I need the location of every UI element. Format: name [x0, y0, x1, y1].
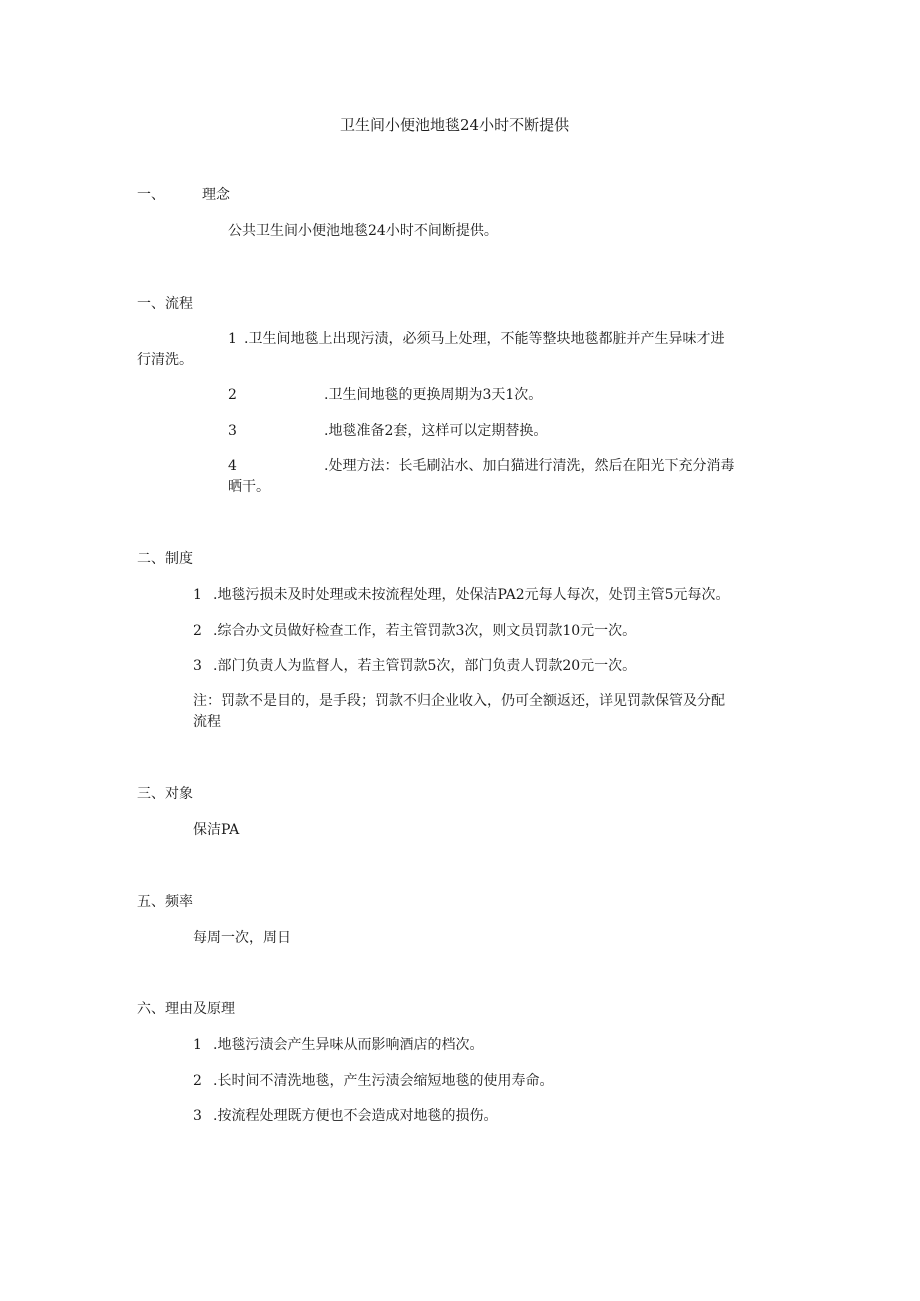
section-4-text: 保洁PA [193, 822, 240, 838]
section-1-heading: 理念 [202, 187, 230, 203]
document-title: 卫生间小便池地毯24小时不断提供 [340, 116, 570, 134]
section-6-heading: 六、理由及原理 [137, 1001, 235, 1017]
rule-note-line2: 流程 [193, 714, 221, 730]
process-item-4-line1: .处理方法：长毛刷沾水、加白猫进行清洗，然后在阳光下充分消毒 [324, 458, 735, 474]
section-1-number: 一、 [137, 187, 165, 203]
reason-item-2-text: .长时间不清洗地毯，产生污渍会缩短地毯的使用寿命。 [213, 1073, 554, 1089]
section-2-heading: 一、流程 [137, 296, 193, 312]
rule-item-3-number: 3 [193, 658, 202, 674]
section-5-heading: 五、频率 [137, 894, 193, 910]
rule-note-line1: 注：罚款不是目的，是手段；罚款不归企业收入，仍可全额返还，详见罚款保管及分配 [193, 693, 725, 709]
process-item-3-number: 3 [228, 423, 237, 439]
reason-item-3-number: 3 [193, 1108, 202, 1124]
section-1-text: 公共卫生间小便池地毯24小时不间断提供。 [228, 223, 498, 239]
section-3-heading: 二、制度 [137, 551, 193, 567]
rule-item-1-text: .地毯污损未及时处理或未按流程处理，处保洁PA2元每人每次，处罚主管5元每次。 [213, 587, 730, 603]
reason-item-1-text: .地毯污渍会产生异味从而影响酒店的档次。 [213, 1037, 484, 1053]
process-item-1-line1: .卫生间地毯上出现污渍，必须马上处理，不能等整块地毯都脏并产生异味才进 [244, 331, 725, 347]
rule-item-3-text: .部门负责人为监督人，若主管罚款5次，部门负责人罚款20元一次。 [213, 658, 637, 674]
section-4-heading: 三、对象 [137, 786, 193, 802]
process-item-4-line2: 晒干。 [228, 479, 270, 495]
rule-item-2-number: 2 [193, 623, 202, 639]
process-item-1-number: 1 [228, 331, 237, 347]
rule-item-2-text: .综合办文员做好检查工作，若主管罚款3次，则文员罚款10元一次。 [213, 623, 637, 639]
reason-item-2-number: 2 [193, 1073, 202, 1089]
section-5-text: 每周一次，周日 [193, 930, 291, 946]
rule-item-1-number: 1 [193, 587, 202, 603]
process-item-1-line2: 行清洗。 [137, 352, 193, 368]
process-item-2-text: .卫生间地毯的更换周期为3天1次。 [324, 387, 543, 403]
process-item-4-number: 4 [228, 458, 237, 474]
process-item-3-text: .地毯准备2套，这样可以定期替换。 [324, 423, 548, 439]
reason-item-1-number: 1 [193, 1037, 202, 1053]
process-item-2-number: 2 [228, 387, 237, 403]
reason-item-3-text: .按流程处理既方便也不会造成对地毯的损伤。 [213, 1108, 498, 1124]
